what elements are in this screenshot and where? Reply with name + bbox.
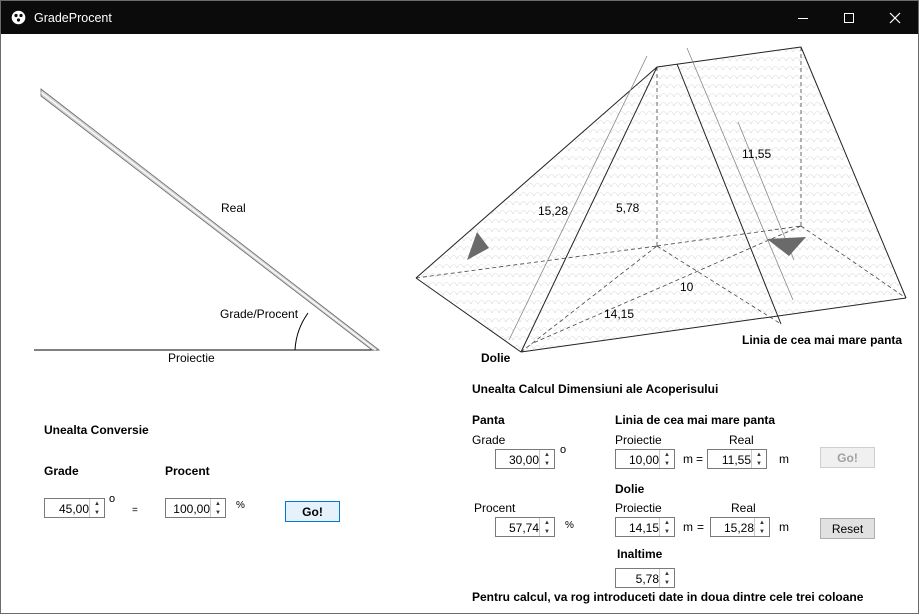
spinner-arrows [659, 569, 674, 587]
converter-procent-input[interactable] [165, 498, 226, 518]
maximize-button[interactable] [826, 1, 872, 34]
label-grade-procent: Grade/Procent [220, 307, 299, 321]
maximize-icon [843, 12, 855, 24]
label-real: Real [221, 201, 246, 215]
spin-up-icon[interactable]: ▲ [94, 500, 100, 507]
roof-go-button[interactable]: Go! [820, 447, 875, 468]
spin-up-icon[interactable]: ▲ [664, 519, 670, 526]
panta-grade-label: Grade [472, 433, 506, 447]
spin-up-icon[interactable]: ▲ [544, 451, 550, 458]
converter-percent-symbol: % [236, 500, 245, 511]
dolie-real-input[interactable] [710, 517, 770, 537]
spin-up-icon[interactable]: ▲ [664, 570, 670, 577]
slope-diagram [1, 34, 421, 374]
linia-real-label: Real [729, 433, 754, 447]
label-max-slope: Linia de cea mai mare panta [742, 333, 903, 347]
dim-proj: 10 [680, 280, 694, 294]
minimize-button[interactable] [780, 1, 826, 34]
inaltime-label: Inaltime [617, 547, 663, 561]
converter-procent-value: 100,00 [173, 502, 210, 516]
spin-down-icon[interactable]: ▼ [759, 528, 765, 535]
linia-proj-value: 10,00 [628, 453, 659, 467]
dolie-proj-value: 14,15 [628, 521, 659, 535]
converter-equals: = [132, 505, 138, 516]
panta-percent-symbol: % [565, 520, 574, 531]
spinner-arrows [539, 518, 554, 536]
linia-unit-m: m [683, 452, 693, 466]
minimize-icon [797, 12, 809, 24]
panta-degree-symbol: o [560, 444, 567, 456]
spin-down-icon[interactable]: ▼ [664, 460, 670, 467]
converter-go-button[interactable]: Go! [285, 501, 340, 522]
spin-down-icon[interactable]: ▼ [544, 460, 550, 467]
close-icon [889, 12, 901, 24]
linia-proj-input[interactable] [615, 449, 675, 469]
converter-title: Unealta Conversie [44, 423, 149, 437]
spinner-arrows [751, 450, 766, 468]
linia-real-unit-m: m [779, 452, 789, 466]
close-button[interactable] [872, 1, 918, 34]
dolie-real-label: Real [731, 501, 756, 515]
roof-diagram [401, 34, 918, 364]
dolie-real-unit-m: m [779, 520, 789, 534]
spin-down-icon[interactable]: ▼ [94, 509, 100, 516]
dolie-equals: = [697, 520, 705, 534]
panta-grade-value: 30,00 [508, 453, 539, 467]
spinner-arrows [659, 518, 674, 536]
linia-equals: = [696, 452, 704, 466]
label-dolie: Dolie [481, 351, 511, 365]
converter-grade-input[interactable] [44, 498, 105, 518]
spinner-arrows [754, 518, 769, 536]
converter-grade-label: Grade [44, 464, 79, 478]
dolie-real-value: 15,28 [723, 521, 754, 535]
hint-text: Pentru calcul, va rog introduceti date in doua dintre cele trei coloane [472, 590, 864, 604]
spinner-arrows [89, 499, 104, 517]
title-bar [1, 1, 918, 34]
spin-up-icon[interactable]: ▲ [215, 500, 221, 507]
spin-up-icon[interactable]: ▲ [756, 451, 762, 458]
spinner-arrows [659, 450, 674, 468]
spin-down-icon[interactable]: ▼ [215, 509, 221, 516]
dolie-proj-input[interactable] [615, 517, 675, 537]
app-icon [11, 10, 26, 25]
reset-button[interactable]: Reset [820, 518, 875, 539]
panta-procent-label: Procent [474, 501, 516, 515]
panta-procent-input[interactable] [495, 517, 555, 537]
dim-dolie-proj: 14,15 [604, 307, 635, 321]
panta-procent-value: 57,74 [508, 521, 539, 535]
linia-label: Linia de cea mai mare panta [615, 413, 776, 427]
converter-procent-label: Procent [165, 464, 210, 478]
converter-grade-value: 45,00 [58, 502, 89, 516]
dolie-proiectie-label: Proiectie [615, 501, 662, 515]
linia-real-value: 11,55 [721, 453, 751, 467]
spin-up-icon[interactable]: ▲ [544, 519, 550, 526]
spin-up-icon[interactable]: ▲ [759, 519, 765, 526]
linia-real-input[interactable] [707, 449, 767, 469]
spinner-arrows [539, 450, 554, 468]
dolie-label: Dolie [615, 482, 645, 496]
spin-down-icon[interactable]: ▼ [544, 528, 550, 535]
spin-down-icon[interactable]: ▼ [756, 460, 762, 467]
dim-slope: 15,28 [538, 204, 569, 218]
panta-label: Panta [472, 413, 505, 427]
window-title: GradeProcent [34, 11, 112, 25]
dim-ridge: 11,55 [742, 147, 772, 161]
label-proiectie: Proiectie [168, 351, 215, 365]
roof-tool-title: Unealta Calcul Dimensiuni ale Acoperisului [472, 382, 719, 396]
inaltime-input[interactable] [615, 568, 675, 588]
panta-grade-input[interactable] [495, 449, 555, 469]
dim-height: 5,78 [616, 201, 640, 215]
dolie-unit-m: m [683, 520, 693, 534]
spinner-arrows [210, 499, 225, 517]
spin-down-icon[interactable]: ▼ [664, 528, 670, 535]
linia-proiectie-label: Proiectie [615, 433, 662, 447]
spin-up-icon[interactable]: ▲ [664, 451, 670, 458]
spin-down-icon[interactable]: ▼ [664, 579, 670, 586]
converter-degree-symbol: o [109, 493, 116, 505]
inaltime-value: 5,78 [635, 572, 659, 586]
